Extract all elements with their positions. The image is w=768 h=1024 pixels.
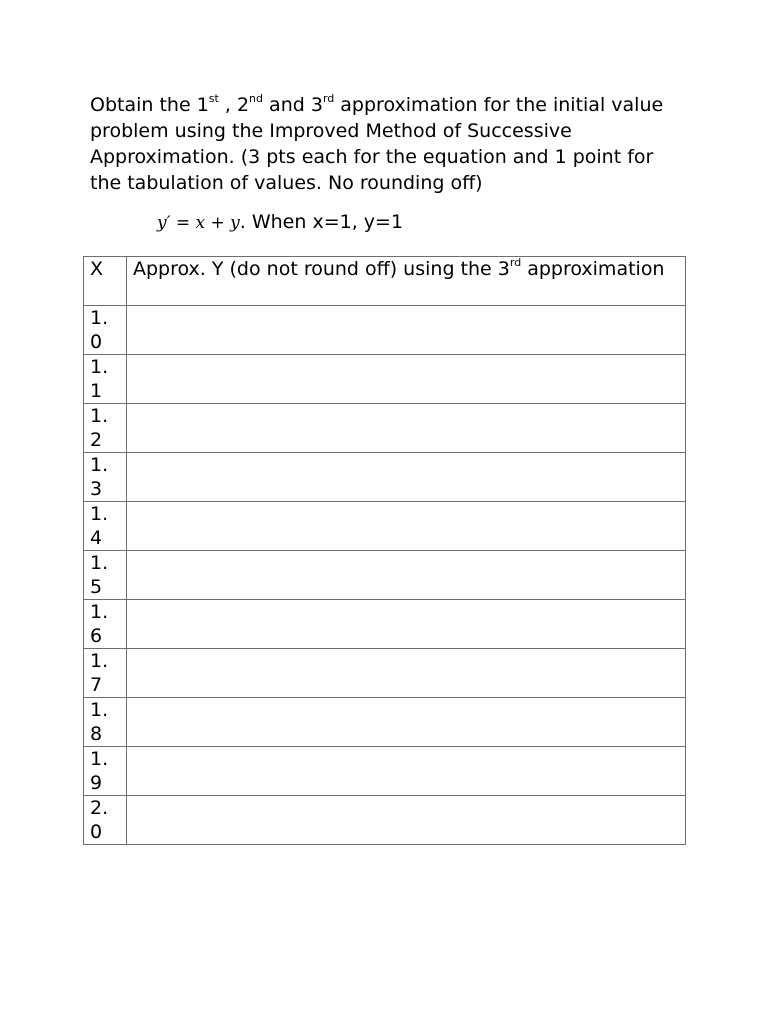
header-approx-y: [127, 257, 686, 306]
header-superscript-rd: rd: [509, 256, 522, 269]
table-row: [84, 453, 686, 502]
differential-equation: y′ = x + y: [157, 213, 240, 233]
table-row: [84, 551, 686, 600]
superscript-st: st: [208, 92, 219, 105]
x-value-cell: 1.4: [84, 502, 127, 551]
y-answer-cell[interactable]: [127, 453, 686, 502]
superscript-nd: nd: [249, 92, 264, 105]
header-x: X: [84, 257, 127, 306]
table-row: [84, 600, 686, 649]
instructions-text-2: , 2: [218, 94, 250, 116]
instructions-text-4: approximation for the initial value problem using the Improved Method of Successive Approximation. (3 pts each for the equation and 1 point for the tabulation of values. No rounding off): [90, 94, 664, 194]
answer-table: [83, 256, 686, 845]
x-value-cell: 1.3: [84, 453, 127, 502]
table-row: [84, 404, 686, 453]
y-answer-cell[interactable]: [127, 698, 686, 747]
x-value-cell: 1.6: [84, 600, 127, 649]
table-row: [84, 355, 686, 404]
table-row: [84, 502, 686, 551]
x-value-cell: 1.5: [84, 551, 127, 600]
table-row: [84, 649, 686, 698]
table-body: [84, 306, 686, 845]
y-answer-cell[interactable]: [127, 502, 686, 551]
equation-line: [157, 209, 403, 236]
header-y-text-2: approximation: [521, 258, 665, 280]
table-row: [84, 306, 686, 355]
x-value-cell: 1.1: [84, 355, 127, 404]
y-answer-cell[interactable]: [127, 649, 686, 698]
y-answer-cell[interactable]: [127, 796, 686, 845]
y-answer-cell[interactable]: [127, 355, 686, 404]
superscript-rd: rd: [322, 92, 335, 105]
y-answer-cell[interactable]: [127, 747, 686, 796]
y-answer-cell[interactable]: [127, 551, 686, 600]
y-answer-cell[interactable]: [127, 600, 686, 649]
initial-condition: . When x=1, y=1: [239, 211, 404, 233]
table-row: [84, 698, 686, 747]
x-value-cell: 1.7: [84, 649, 127, 698]
table-row: [84, 747, 686, 796]
x-value-cell: 1.2: [84, 404, 127, 453]
x-value-cell: 1.9: [84, 747, 127, 796]
instructions-text-1: Obtain the 1: [90, 94, 209, 116]
table-row: [84, 796, 686, 845]
x-value-cell: 1.0: [84, 306, 127, 355]
x-value-cell: 1.8: [84, 698, 127, 747]
x-value-cell: 2.0: [84, 796, 127, 845]
y-answer-cell[interactable]: [127, 404, 686, 453]
instructions-text-3: and 3: [263, 94, 323, 116]
header-y-text-1: Approx. Y (do not round off) using the 3: [133, 258, 510, 280]
table-header-row: [84, 257, 686, 306]
y-answer-cell[interactable]: [127, 306, 686, 355]
instructions-paragraph: [90, 92, 690, 196]
